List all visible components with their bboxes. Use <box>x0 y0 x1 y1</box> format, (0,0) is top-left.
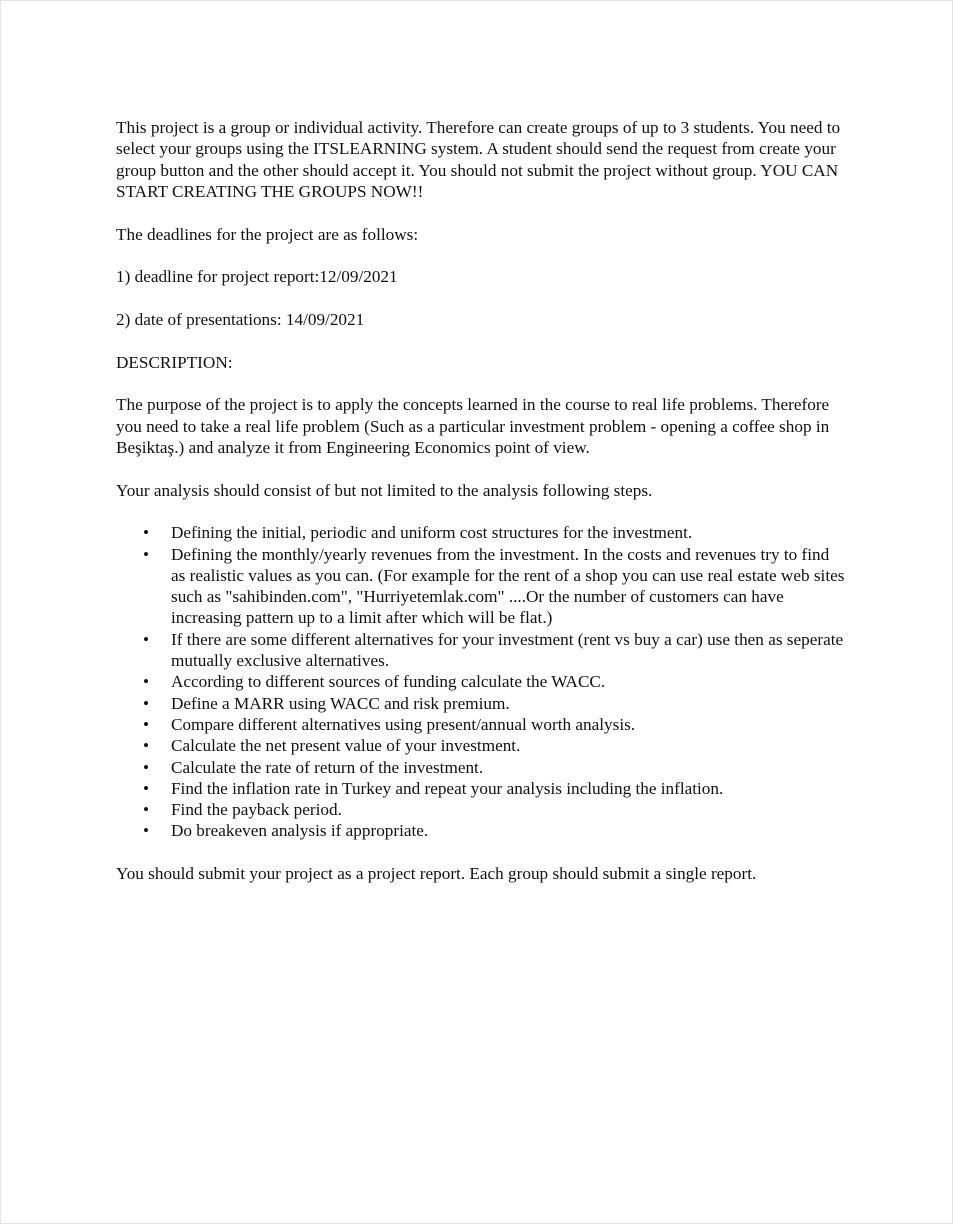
deadlines-heading: The deadlines for the project are as follows: <box>116 224 419 244</box>
purpose-paragraph: The purpose of the project is to apply the concepts learned in the course to real life problems. Therefore you need to take a real life problem (Such as a particular investment problem - opening a coffee shop in Beşiktaş.) and analyze it from Engineering Economics point of view. <box>116 395 830 457</box>
list-item: • Calculate the net present value of your investment. <box>116 735 846 756</box>
list-item: • Do breakeven analysis if appropriate. <box>116 820 846 841</box>
list-item: • Defining the initial, periodic and uniform cost structures for the investment. <box>116 522 846 543</box>
list-item: • Defining the monthly/yearly revenues from the investment. In the costs and revenues try to find as realistic values as you can. (For example for the rent of a shop you can use real estate web sites such as "sahibinden.com", "Hurriyetemlak.com" ....Or the number of customers can have increasing pattern up to a limit after which will be flat.) <box>116 544 846 629</box>
deadline-presentations: 2) date of presentations: 14/09/2021 <box>116 309 365 329</box>
list-item: • Find the inflation rate in Turkey and repeat your analysis including the inflation. <box>116 778 846 799</box>
list-item: • According to different sources of funding calculate the WACC. <box>116 671 846 692</box>
deadline-report: 1) deadline for project report:12/09/2021 <box>116 267 398 287</box>
list-item: • If there are some different alternatives for your investment (rent vs buy a car) use then as seperate mutually exclusive alternatives. <box>116 629 846 672</box>
closing-paragraph: You should submit your project as a project report. Each group should submit a single report. <box>116 864 757 884</box>
analysis-intro: Your analysis should consist of but not limited to the analysis following steps. <box>116 480 653 500</box>
list-item: • Compare different alternatives using present/annual worth analysis. <box>116 714 846 735</box>
intro-paragraph: This project is a group or individual activity. Therefore can create groups of up to 3 students. You need to select your groups using the ITSLEARNING system. A student should send the request from create your group button and the other should accept it. You should not submit the project without group. YOU CAN START CREATING THE GROUPS NOW!! <box>116 118 841 201</box>
list-item: • Calculate the rate of return of the investment. <box>116 757 846 778</box>
description-heading: DESCRIPTION: <box>116 352 233 372</box>
document-body <box>116 117 846 906</box>
analysis-steps-list <box>116 522 846 841</box>
list-item: • Find the payback period. <box>116 799 846 820</box>
list-item: • Define a MARR using WACC and risk premium. <box>116 693 846 714</box>
